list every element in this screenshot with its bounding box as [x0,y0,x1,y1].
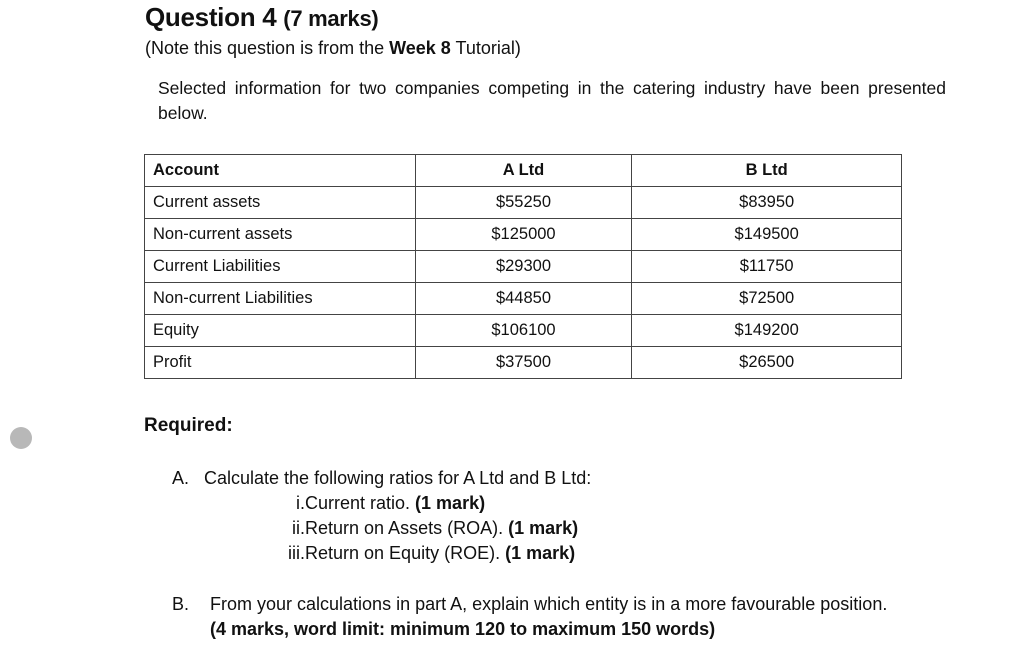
b-ltd-cell: $11750 [632,251,902,283]
header-b-ltd: B Ltd [632,155,902,187]
table-row [145,315,902,347]
part-a-item [296,493,485,514]
accounts-table [144,154,902,379]
part-b-text: From your calculations in part A, explain which entity is in a more favourable position. [210,594,888,614]
table-row [145,187,902,219]
item-marks: (1 mark) [415,493,486,513]
item-text: Return on Assets (ROA). [305,518,509,538]
intro-paragraph: Selected information for two companies competing in the catering industry have been presented below. [158,78,946,123]
part-a-item [292,518,578,539]
item-text: Return on Equity (ROE). [305,543,506,563]
item-marks: (1 mark) [508,518,579,538]
header-a-ltd: A Ltd [415,155,632,187]
part-b-letter: B. [172,594,190,614]
table-header-row [145,155,902,187]
account-cell: Current Liabilities [145,251,416,283]
question-title [145,2,378,33]
b-ltd-cell: $149200 [632,315,902,347]
a-ltd-cell: $125000 [415,219,632,251]
b-ltd-cell: $83950 [632,187,902,219]
part-a-text: Calculate the following ratios for A Ltd and B Ltd: [204,468,592,488]
table-row [145,251,902,283]
note-week: Week 8 [389,38,451,58]
question-marks: (7 marks) [283,6,379,31]
table-row [145,347,902,379]
account-cell: Non-current assets [145,219,416,251]
question-note [145,38,521,59]
account-cell: Equity [145,315,416,347]
table-row [145,283,902,315]
a-ltd-cell: $37500 [415,347,632,379]
note-suffix: Tutorial) [450,38,521,58]
item-marks: (1 mark) [505,543,576,563]
question-title-text: Question 4 [145,2,277,32]
part-b-marks: (4 marks, word limit: minimum 120 to maximum 150 words) [210,619,716,639]
part-a [172,468,591,489]
a-ltd-cell: $106100 [415,315,632,347]
b-ltd-cell: $149500 [632,219,902,251]
item-number: iii. [288,543,305,563]
a-ltd-cell: $29300 [415,251,632,283]
item-number: ii. [292,518,305,538]
part-a-item [288,543,575,564]
note-prefix: (Note this question is from the [145,38,390,58]
grey-dot-marker [10,427,32,449]
account-cell: Profit [145,347,416,379]
account-cell: Non-current Liabilities [145,283,416,315]
b-ltd-cell: $26500 [632,347,902,379]
a-ltd-cell: $55250 [415,187,632,219]
part-a-letter: A. [172,468,190,488]
item-number: i. [296,493,305,513]
table-row [145,219,902,251]
a-ltd-cell: $44850 [415,283,632,315]
account-cell: Current assets [145,187,416,219]
required-heading: Required: [144,415,233,436]
item-text: Current ratio. [305,493,416,513]
header-account: Account [145,155,416,187]
b-ltd-cell: $72500 [632,283,902,315]
